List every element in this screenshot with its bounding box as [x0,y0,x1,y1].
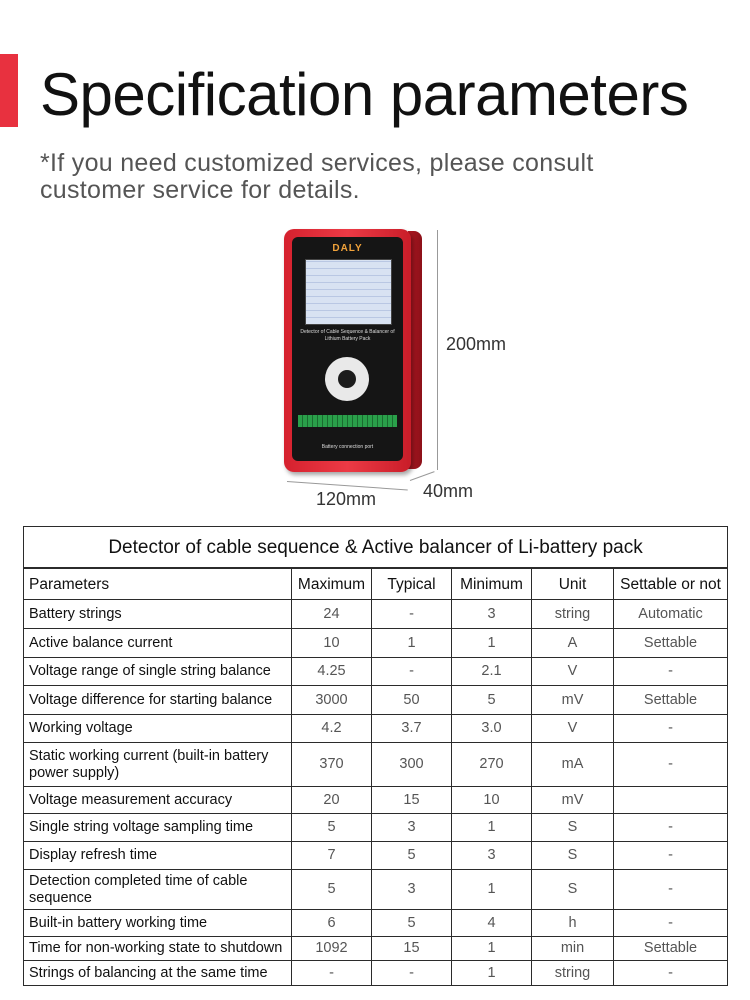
parameter-cell: Voltage difference for starting balance [24,686,292,715]
typical-cell: 1 [372,629,452,658]
minimum-cell: 1 [452,814,532,842]
settable-cell: Automatic [614,600,728,629]
settable-cell: - [614,743,728,787]
column-header-settable: Settable or not [614,568,728,600]
device-label-text: Detector of Cable Sequence & Balancer of Lithium Battery Pack [300,329,395,342]
maximum-cell: - [292,961,372,986]
minimum-cell: 1 [452,937,532,961]
typical-cell: 300 [372,743,452,787]
unit-cell: A [532,629,614,658]
unit-cell: S [532,814,614,842]
unit-cell: min [532,937,614,961]
table-row [24,842,728,870]
parameter-cell: Battery strings [24,600,292,629]
settable-cell: - [614,961,728,986]
unit-cell: string [532,961,614,986]
settable-cell [614,787,728,814]
settable-cell: - [614,870,728,910]
depth-dimension-label: 40mm [423,481,474,501]
table-header-row [24,568,728,600]
column-header-unit: Unit [532,568,614,600]
brand-logo: DALY [332,243,363,254]
specification-table-body [24,527,728,986]
typical-cell: 3 [372,870,452,910]
minimum-cell: 1 [452,961,532,986]
customization-note: *If you need customized services, please consult customer service for details. [40,149,594,204]
maximum-cell: 4.25 [292,658,372,686]
table-row [24,814,728,842]
maximum-cell: 5 [292,814,372,842]
column-header-minimum: Minimum [452,568,532,600]
typical-cell: - [372,961,452,986]
typical-cell: - [372,600,452,629]
typical-cell: 50 [372,686,452,715]
parameter-cell: Working voltage [24,715,292,743]
device-body [284,229,411,472]
settable-cell: Settable [614,686,728,715]
typical-cell: 3.7 [372,715,452,743]
table-caption-row [24,527,728,569]
parameter-cell: Static working current (built-in battery power supply) [24,743,292,787]
unit-cell: mA [532,743,614,787]
width-dimension-label: 120mm [316,489,377,509]
maximum-cell: 3000 [292,686,372,715]
parameter-cell: Time for non-working state to shutdown [24,937,292,961]
navigation-pad [325,357,369,401]
minimum-cell: 1 [452,629,532,658]
minimum-cell: 270 [452,743,532,787]
maximum-cell: 1092 [292,937,372,961]
unit-cell: string [532,600,614,629]
minimum-cell: 5 [452,686,532,715]
maximum-cell: 10 [292,629,372,658]
table-row [24,715,728,743]
minimum-cell: 3.0 [452,715,532,743]
unit-cell: S [532,870,614,910]
device-face [292,237,403,461]
table-row [24,787,728,814]
unit-cell: mV [532,686,614,715]
table-row [24,910,728,937]
parameter-cell: Single string voltage sampling time [24,814,292,842]
height-dimension-line [437,230,438,470]
maximum-cell: 20 [292,787,372,814]
minimum-cell: 10 [452,787,532,814]
maximum-cell: 5 [292,870,372,910]
table-row [24,600,728,629]
parameter-cell: Detection completed time of cable sequence [24,870,292,910]
maximum-cell: 370 [292,743,372,787]
minimum-cell: 4 [452,910,532,937]
typical-cell: - [372,658,452,686]
typical-cell: 5 [372,910,452,937]
table-row [24,658,728,686]
minimum-cell: 3 [452,842,532,870]
table-caption: Detector of cable sequence & Active balancer of Li-battery pack [24,527,728,569]
typical-cell: 5 [372,842,452,870]
title-accent-bar [0,54,18,127]
parameter-cell: Voltage measurement accuracy [24,787,292,814]
maximum-cell: 6 [292,910,372,937]
battery-connection-port [298,415,397,427]
parameter-cell: Display refresh time [24,842,292,870]
unit-cell: h [532,910,614,937]
parameter-cell: Active balance current [24,629,292,658]
table-row [24,629,728,658]
device-screen [305,259,392,325]
minimum-cell: 3 [452,600,532,629]
settable-cell: Settable [614,629,728,658]
table-row [24,686,728,715]
table-row [24,961,728,986]
maximum-cell: 4.2 [292,715,372,743]
column-header-maximum: Maximum [292,568,372,600]
settable-cell: - [614,910,728,937]
unit-cell: S [532,842,614,870]
settable-cell: - [614,715,728,743]
settable-cell: - [614,814,728,842]
minimum-cell: 2.1 [452,658,532,686]
page-title: Specification parameters [40,61,689,128]
table-row [24,870,728,910]
port-label: Battery connection port [321,444,374,450]
settable-cell: - [614,658,728,686]
parameter-cell: Built-in battery working time [24,910,292,937]
table-row [24,743,728,787]
settable-cell: Settable [614,937,728,961]
typical-cell: 3 [372,814,452,842]
product-image [278,225,428,475]
unit-cell: V [532,715,614,743]
unit-cell: mV [532,787,614,814]
height-dimension-label: 200mm [446,334,507,354]
settable-cell: - [614,842,728,870]
typical-cell: 15 [372,937,452,961]
column-header-typical: Typical [372,568,452,600]
table-row [24,937,728,961]
column-header-parameters: Parameters [24,568,292,600]
typical-cell: 15 [372,787,452,814]
minimum-cell: 1 [452,870,532,910]
parameter-cell: Voltage range of single string balance [24,658,292,686]
maximum-cell: 7 [292,842,372,870]
maximum-cell: 24 [292,600,372,629]
specification-table [23,526,728,986]
parameter-cell: Strings of balancing at the same time [24,961,292,986]
unit-cell: V [532,658,614,686]
navigation-pad-center [338,370,356,388]
